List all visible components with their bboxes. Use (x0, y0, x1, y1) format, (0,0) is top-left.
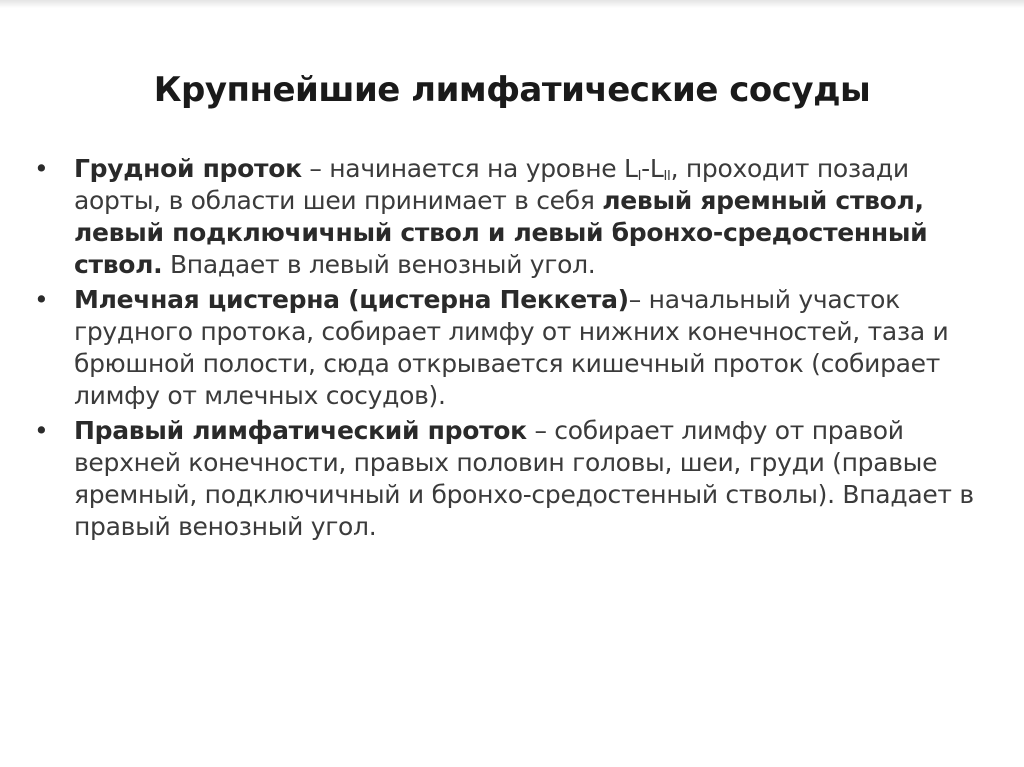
term-cisterna-chyli: Млечная цистерна (цистерна Пеккета) (74, 285, 629, 314)
list-item-cisterna-chyli (32, 284, 992, 412)
bullet-list (32, 153, 992, 546)
item-text: Впадает в левый венозный угол. (162, 250, 596, 279)
bullet-icon: • (34, 416, 49, 445)
item-text: , проходит позади аорты, в области шеи принимает в себя (74, 154, 909, 215)
list-item-right-lymphatic-duct (32, 415, 992, 543)
term-thoracic-duct: Грудной проток (74, 154, 302, 183)
item-text: – собирает лимфу от правой верхней конечности, правых половин головы, шеи, груди (правые яремный, подключичный и бронхо-средостенный стволы). Впадает в правый венозный угол. (74, 416, 974, 541)
subscript: II (663, 169, 671, 184)
emphasis-trunks: левый яремный ствол, левый подключичный ствол и левый бронхо-средостенный ствол. (74, 186, 928, 279)
list-item-thoracic-duct (32, 153, 992, 281)
item-text: – начинается на уровне L (301, 154, 638, 183)
subscript: I (637, 169, 642, 184)
slide-top-edge (0, 0, 1024, 8)
bullet-icon: • (34, 285, 49, 314)
item-text: -L (641, 154, 664, 183)
bullet-icon: • (34, 154, 49, 183)
slide-title: Крупнейшие лимфатические сосуды (153, 70, 871, 110)
term-right-lymphatic-duct: Правый лимфатический проток (74, 416, 527, 445)
item-text: – начальный участок грудного протока, собирает лимфу от нижних конечностей, таза и брюшной полости, сюда открывается кишечный проток (собирает лимфу от млечных сосудов). (74, 285, 949, 410)
